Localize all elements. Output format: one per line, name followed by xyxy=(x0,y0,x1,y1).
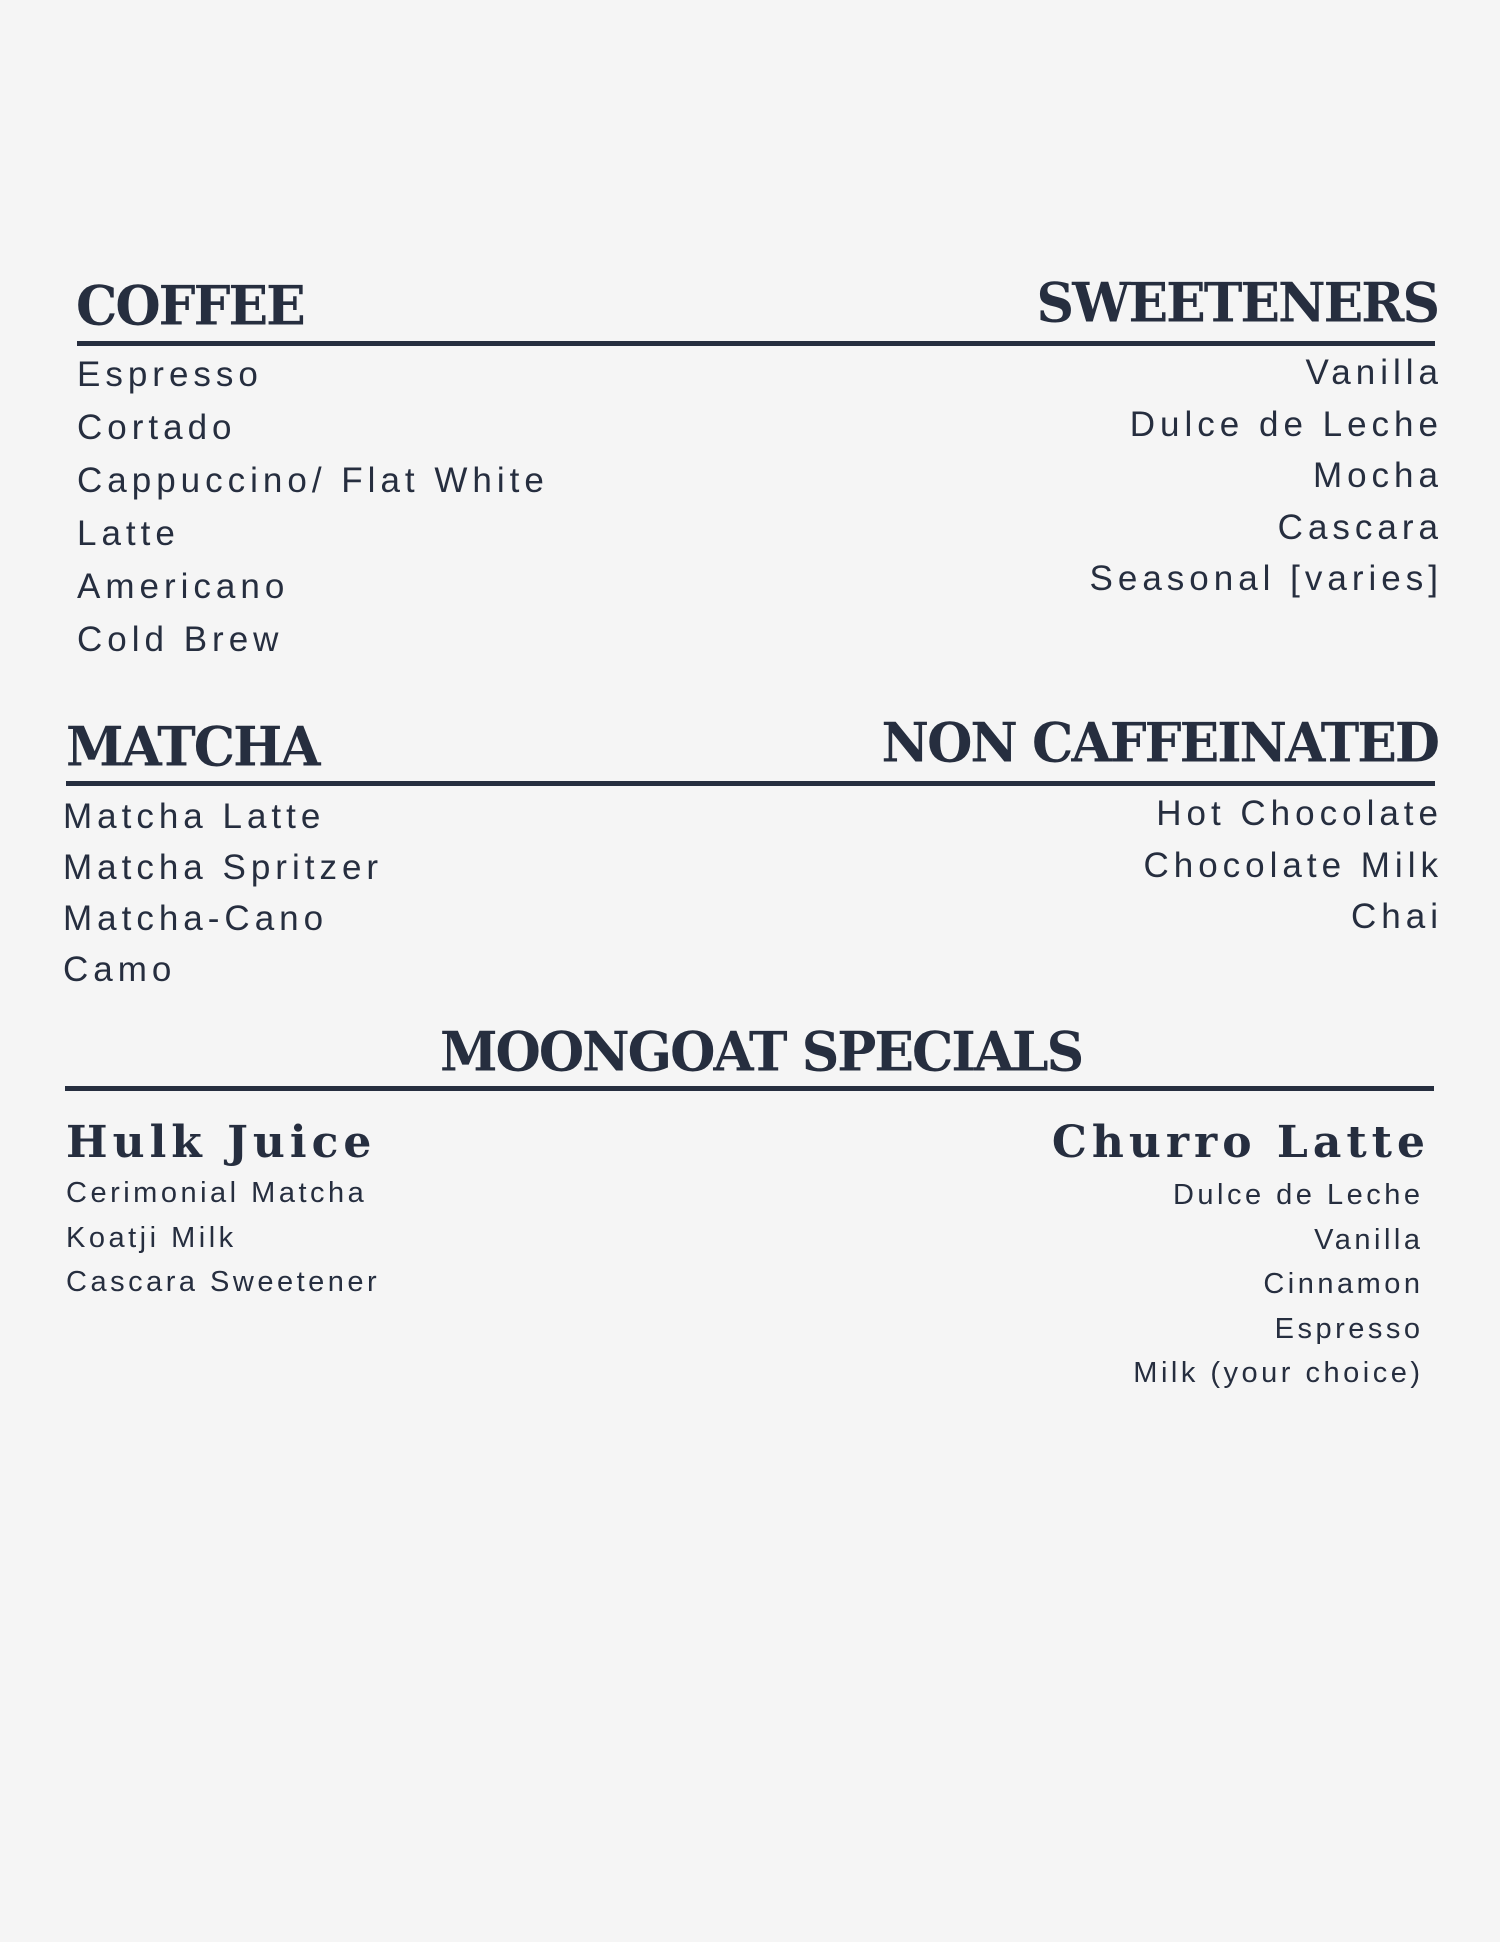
coffee-divider xyxy=(77,341,1435,346)
matcha-divider xyxy=(66,781,1435,786)
list-item: Espresso xyxy=(1274,1312,1424,1345)
list-item: Chocolate Milk xyxy=(1143,845,1443,885)
hulk-juice-title: Hulk Juice xyxy=(66,1117,377,1168)
sweeteners-list xyxy=(1089,347,1443,605)
coffee-heading: COFFEE xyxy=(76,274,304,339)
list-item: Cascara xyxy=(1277,507,1443,547)
list-item: Dulce de Leche xyxy=(1172,1179,1424,1211)
list-item: Matcha Spritzer xyxy=(63,848,384,887)
specials-heading: MOONGOAT SPECIALS xyxy=(440,1020,1083,1085)
non-caffeinated-list xyxy=(1143,788,1443,943)
list-item: Cold Brew xyxy=(77,620,284,659)
hulk-juice-ingredients xyxy=(66,1171,380,1305)
list-item: Cascara Sweetener xyxy=(66,1266,381,1298)
list-item: Koatji Milk xyxy=(66,1221,237,1254)
list-item: Milk (your choice) xyxy=(1133,1357,1424,1389)
specials-divider xyxy=(65,1086,1434,1091)
list-item: Mocha xyxy=(1312,456,1443,495)
matcha-list xyxy=(63,791,383,995)
list-item: Espresso xyxy=(77,355,263,394)
list-item: Matcha-Cano xyxy=(63,899,329,938)
list-item: Cappuccino/ Flat White xyxy=(77,461,549,500)
coffee-list xyxy=(77,348,549,666)
list-item: Dulce de Leche xyxy=(1129,404,1443,444)
list-item: Cortado xyxy=(77,408,237,447)
non-caffeinated-heading: NON CAFFEINATED xyxy=(881,711,1438,776)
list-item: Vanilla xyxy=(1314,1223,1424,1256)
sweeteners-heading: SWEETENERS xyxy=(1036,271,1438,336)
list-item: Camo xyxy=(63,950,177,989)
matcha-heading: MATCHA xyxy=(66,715,319,780)
list-item: Cerimonial Matcha xyxy=(66,1177,368,1209)
list-item: Seasonal [varies] xyxy=(1089,559,1443,598)
list-item: Hot Chocolate xyxy=(1156,794,1443,833)
list-item: Latte xyxy=(77,514,180,553)
list-item: Matcha Latte xyxy=(63,797,326,836)
list-item: Cinnamon xyxy=(1263,1268,1424,1300)
list-item: Americano xyxy=(77,567,290,606)
list-item: Vanilla xyxy=(1305,353,1443,392)
churro-latte-ingredients xyxy=(1133,1173,1424,1396)
list-item: Chai xyxy=(1351,897,1443,936)
churro-latte-title: Churro Latte xyxy=(1051,1117,1430,1168)
